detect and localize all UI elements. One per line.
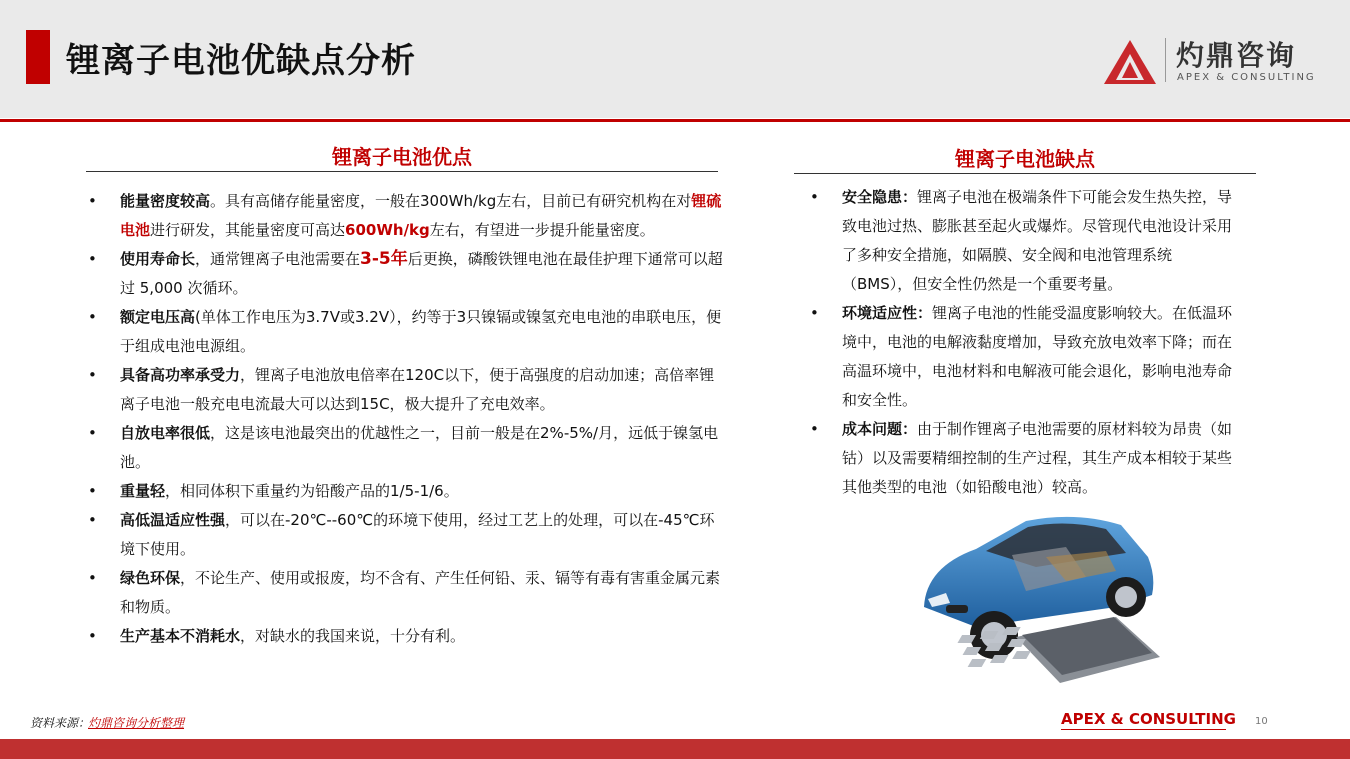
point-term: 额定电压高 xyxy=(120,308,196,326)
disadvantages-item xyxy=(810,299,1238,415)
footer-brand: APEX & CONSULTING xyxy=(1061,710,1236,728)
source-label: 资料来源： xyxy=(30,716,91,730)
bullet-icon: • xyxy=(88,192,97,210)
advantages-item xyxy=(88,622,728,651)
advantages-item xyxy=(88,303,728,361)
advantages-item xyxy=(88,361,728,419)
point-text: 左右，有望进一步提升能量密度。 xyxy=(429,221,655,239)
highlight-text: 3-5年 xyxy=(360,249,408,269)
page-number: 10 xyxy=(1255,716,1268,727)
point-term: 重量轻 xyxy=(120,482,166,500)
title-accent-bar xyxy=(26,30,50,84)
logo-english-name: APEX & CONSULTING xyxy=(1177,72,1316,83)
point-term: 成本问题： xyxy=(842,420,918,438)
disadvantages-item xyxy=(810,183,1238,299)
point-term: 环境适应性： xyxy=(842,304,933,322)
disadvantages-list xyxy=(810,183,1238,502)
electric-car-battery-image xyxy=(916,507,1162,689)
point-text: ，不论生产、使用或报废，均不含有、产生任何铅、汞、镉等有毒有害重金属元素和物质。 xyxy=(120,569,721,616)
advantages-item xyxy=(88,187,728,245)
bullet-icon: • xyxy=(88,308,97,326)
company-logo xyxy=(1104,38,1316,84)
point-term: 能量密度较高 xyxy=(120,192,211,210)
point-text: ，锂离子电池放电倍率在120C以下，便于高强度的启动加速；高倍率锂离子电池一般充电电流最大可以达到15C，极大提升了充电效率。 xyxy=(120,366,715,413)
bullet-icon: • xyxy=(88,366,97,384)
highlight-text: 600Wh/kg xyxy=(345,221,430,239)
bullet-icon: • xyxy=(88,250,97,268)
point-text: ，对缺水的我国来说，十分有利。 xyxy=(240,627,466,645)
advantages-item xyxy=(88,245,728,303)
bullet-icon: • xyxy=(810,304,819,322)
point-term: 高低温适应性强 xyxy=(120,511,226,529)
page-title: 锂离子电池优缺点分析 xyxy=(66,41,416,81)
bullet-icon: • xyxy=(88,482,97,500)
point-text: 由于制作锂离子电池需要的原材料较为昂贵（如钴）以及需要精细控制的生产过程，其生产成本相较于某些其他类型的电池（如铅酸电池）较高。 xyxy=(842,420,1233,496)
disadvantages-heading: 锂离子电池缺点 xyxy=(955,147,1095,171)
point-text: ，可以在-20℃--60℃的环境下使用，经过工艺上的处理，可以在-45℃环境下使用。 xyxy=(120,511,715,558)
advantages-item xyxy=(88,419,728,477)
logo-chinese-name: 灼鼎咨询 xyxy=(1176,39,1297,72)
advantages-heading-rule xyxy=(86,171,718,172)
advantages-item xyxy=(88,477,728,506)
point-text: 。具有高储存能量密度，一般在300Wh/kg左右，目前已有研究机构在对 xyxy=(210,192,692,210)
logo-triangle-icon xyxy=(1104,40,1156,84)
point-text: 锂离子电池在极端条件下可能会发生热失控，导致电池过热、膨胀甚至起火或爆炸。尽管现代电池设计采用了多种安全措施，如隔膜、安全阀和电池管理系统（BMS），但安全性仍然是一个重要考量。 xyxy=(842,188,1233,293)
footer-band xyxy=(0,739,1350,759)
point-term: 绿色环保 xyxy=(120,569,181,587)
point-term: 使用寿命长 xyxy=(120,250,196,268)
header-divider xyxy=(0,119,1350,122)
point-term: 自放电率很低 xyxy=(120,424,211,442)
point-term: 具备高功率承受力 xyxy=(120,366,241,384)
point-text: ，这是该电池最突出的优越性之一，目前一般是在2%-5%/月，远低于镍氢电池。 xyxy=(120,424,719,471)
bullet-icon: • xyxy=(88,569,97,587)
highlight-text: 锂硫电池 xyxy=(120,192,722,239)
point-text: 后更换，磷酸铁锂电池在最佳护理下通常可以超过 5,000 次循环。 xyxy=(120,250,723,297)
bullet-icon: • xyxy=(88,627,97,645)
point-text: ，相同体积下重量约为铅酸产品的1/5-1/6。 xyxy=(165,482,459,500)
advantages-item xyxy=(88,506,728,564)
source-link[interactable]: 灼鼎咨询分析整理 xyxy=(88,716,185,730)
logo-separator xyxy=(1165,38,1166,82)
point-text: ，通常锂离子电池需要在 xyxy=(195,250,361,268)
advantages-heading: 锂离子电池优点 xyxy=(332,145,472,169)
point-text: 锂离子电池的性能受温度影响较大。在低温环境中，电池的电解液黏度增加，导致充放电效率下降；而在高温环境中，电池材料和电解液可能会退化，影响电池寿命和安全性。 xyxy=(842,304,1233,409)
footer-brand-underline xyxy=(1061,729,1226,730)
advantages-item xyxy=(88,564,728,622)
disadvantages-item xyxy=(810,415,1238,502)
advantages-list xyxy=(88,187,728,651)
point-text: (单体工作电压为3.7V或3.2V），约等于3只镍镉或镍氢充电电池的串联电压，便于组成电池电源组。 xyxy=(120,308,722,355)
bullet-icon: • xyxy=(810,420,819,438)
point-term: 生产基本不消耗水 xyxy=(120,627,241,645)
bullet-icon: • xyxy=(88,511,97,529)
bullet-icon: • xyxy=(88,424,97,442)
point-term: 安全隐患： xyxy=(842,188,918,206)
bullet-icon: • xyxy=(810,188,819,206)
disadvantages-heading-rule xyxy=(794,173,1256,174)
point-text: 进行研发，其能量密度可高达 xyxy=(150,221,346,239)
